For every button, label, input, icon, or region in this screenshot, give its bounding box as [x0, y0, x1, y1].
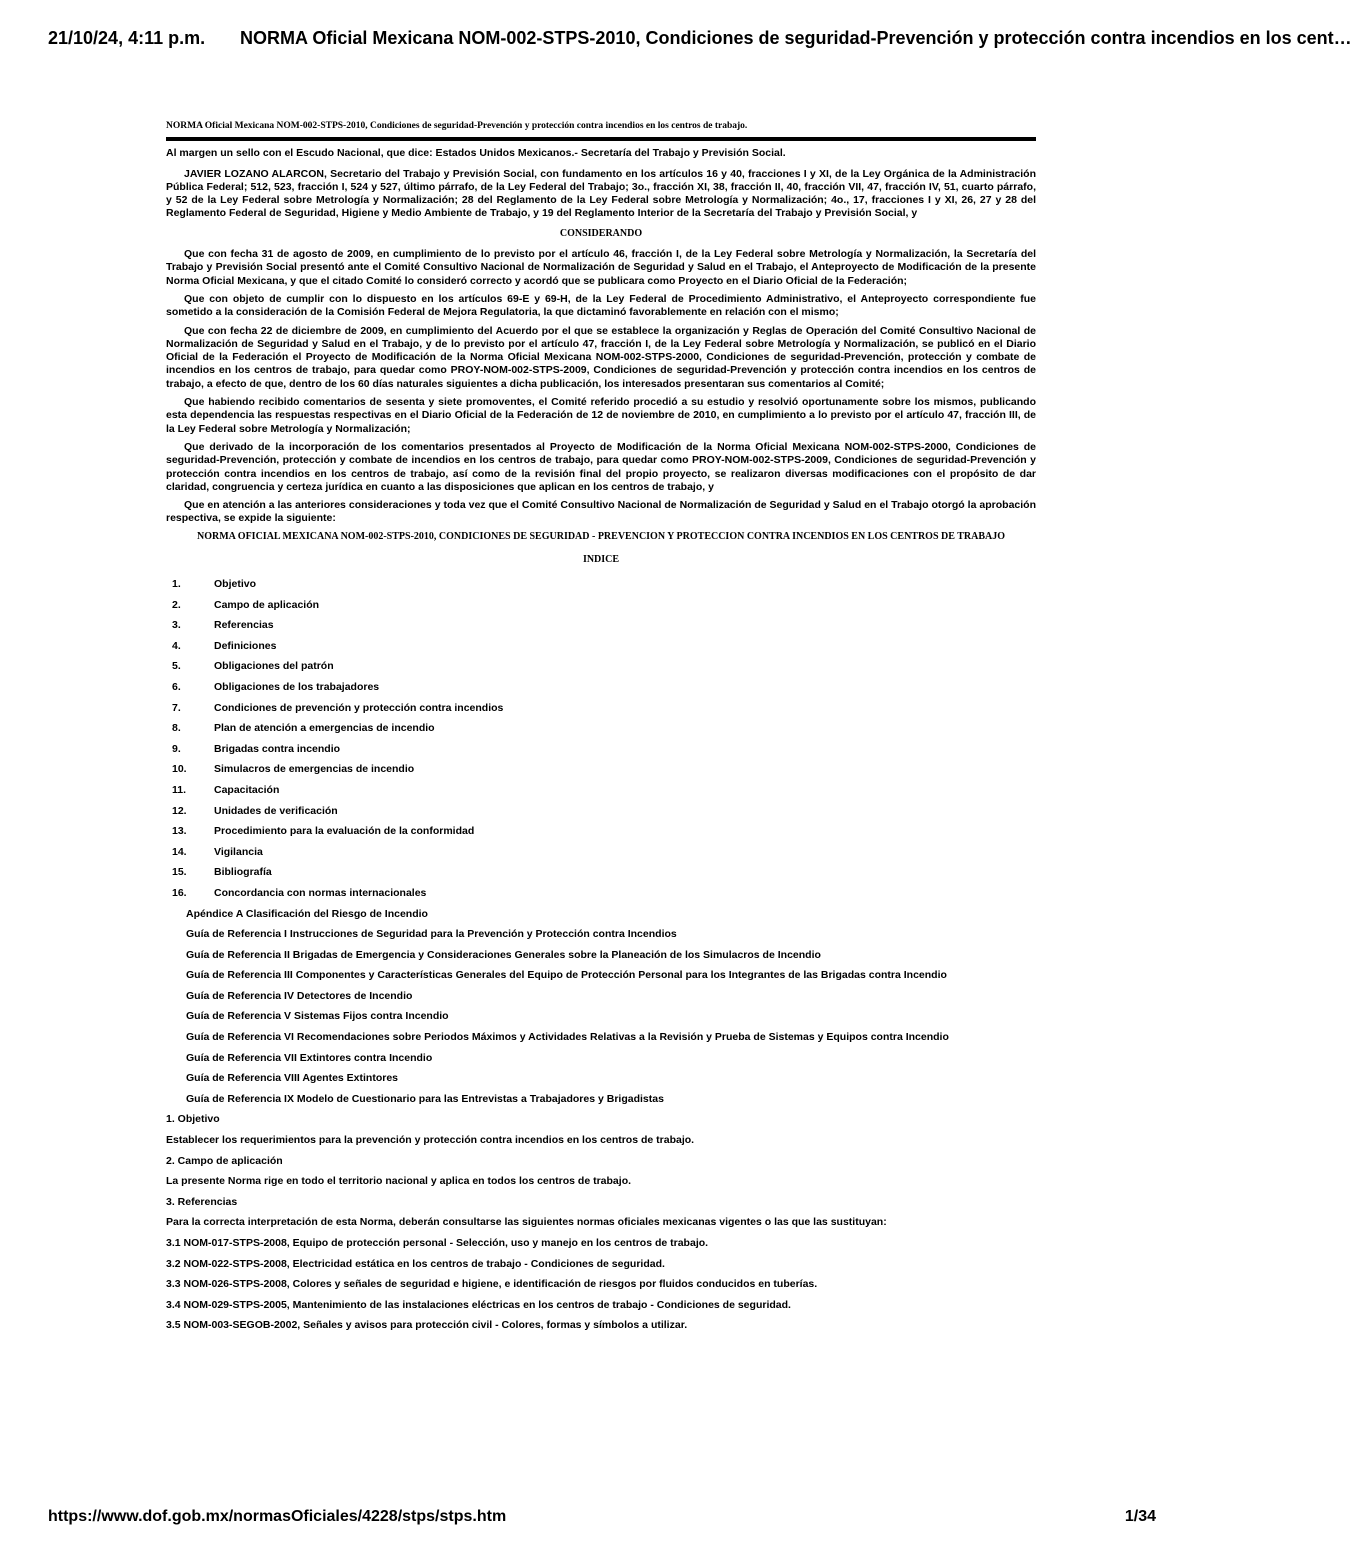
guide-item: Guía de Referencia VIII Agentes Extintores	[186, 1072, 399, 1085]
guide-item: Guía de Referencia V Sistemas Fijos contra Incendio	[186, 1010, 449, 1023]
index-item	[166, 801, 1036, 822]
index-number: 9.	[172, 742, 181, 755]
index-number: 15.	[172, 866, 187, 879]
index-label: Plan de atención a emergencias de incendio	[214, 722, 435, 735]
index-number: 8.	[172, 722, 181, 735]
reference-item: 3.5 NOM-003-SEGOB-2002, Señales y avisos para protección civil - Colores, formas y símbolos a utilizar.	[166, 1319, 688, 1332]
index-number: 16.	[172, 886, 187, 899]
section-heading: 2. Campo de aplicación	[166, 1154, 283, 1167]
index-item	[166, 842, 1036, 863]
print-page-number: 1/34	[1124, 1508, 1156, 1525]
guide-item: Guía de Referencia III Componentes y Características Generales del Equipo de Protección Personal para los Integrantes de las Brigadas contra Incendio	[186, 969, 947, 982]
considerando-heading: CONSIDERANDO	[559, 227, 643, 239]
index-number: 2.	[172, 598, 181, 611]
index-item	[166, 739, 1036, 760]
considerando-paragraph: Que con fecha 22 de diciembre de 2009, en cumplimiento del Acuerdo por el que se establece la organización y Reglas de Operación del Comité Consultivo Nacional de Normalización de Seguridad y Salud en el Trabajo, y de lo previsto por el artículo 47, fracción I, de la Ley Federal sobre Metrología y Normalización, se publicó en el Diario Oficial de la Federación el Proyecto de Modificación de la Norma Oficial Mexicana NOM-002-STPS-2000, Condiciones de seguridad-Prevención, protección y combate de incendios en los centros de trabajo, para quedar como PROY-NOM-002-STPS-2009, Condiciones de seguridad-Prevención y protección contra incendios en los centros de trabajo, a efecto de que, dentro de los 60 días naturales siguientes a dicha publicación, los interesados presentaran sus comentarios al Comité;	[166, 324, 1036, 390]
index-number: 13.	[172, 825, 187, 838]
index-number: 1.	[172, 578, 181, 591]
index-item	[166, 780, 1036, 801]
reference-item: 3.2 NOM-022-STPS-2008, Electricidad estática en los centros de trabajo - Condiciones de seguridad.	[166, 1257, 665, 1270]
index-label: Bibliografía	[214, 866, 272, 879]
preamble-paragraph: JAVIER LOZANO ALARCON, Secretario del Trabajo y Previsión Social, con fundamento en los artículos 16 y 40, fracciones I y XI, de la Ley Orgánica de la Administración Pública Federal; 512, 523, fracción I, 524 y 527, último párrafo, de la Ley Federal del Trabajo; 3o., fracción XI, 38, fracción II, 40, fracción VII, 47, fracción IV, 51, cuarto párrafo, y 52 de la Ley Federal sobre Metrología y Normalización; 28 del Reglamento de la Ley Federal sobre Metrología y Normalización; 4o., 17, fracciones I y XI, 26, 27 y 28 del Reglamento Federal de Seguridad, Higiene y Medio Ambiente de Trabajo, y 19 del Reglamento Interior de la Secretaría del Trabajo y Previsión Social, y	[166, 167, 1036, 220]
index-item	[166, 862, 1036, 883]
index-label: Concordancia con normas internacionales	[214, 886, 427, 899]
reference-item: 3.3 NOM-026-STPS-2008, Colores y señales de seguridad e higiene, e identificación de riesgos por fluidos conducidos en tuberías.	[166, 1278, 818, 1291]
guide-item: Guía de Referencia II Brigadas de Emergencia y Consideraciones Generales sobre la Planeación de los Simulacros de Incendio	[186, 948, 821, 961]
reference-item: 3.1 NOM-017-STPS-2008, Equipo de protección personal - Selección, uso y manejo en los centros de trabajo.	[166, 1237, 709, 1250]
guide-item: Guía de Referencia IV Detectores de Incendio	[186, 989, 413, 1002]
section-heading: 3. Referencias	[166, 1195, 238, 1208]
reference-guides	[166, 904, 1036, 1110]
considerando-paragraph: Que con fecha 31 de agosto de 2009, en cumplimiento de lo previsto por el artículo 46, fracción I, de la Ley Federal sobre Metrología y Normalización, la Secretaría del Trabajo y Previsión Social presentó ante el Comité Consultivo Nacional de Normalización de Seguridad y Salud en el Trabajo, el Anteproyecto de Modificación de la presente Norma Oficial Mexicana, y que el citado Comité lo consideró correcto y acordó que se publicara como Proyecto en el Diario Oficial de la Federación;	[166, 248, 1036, 287]
index-item	[166, 883, 1036, 904]
reference-item: 3.4 NOM-029-STPS-2005, Mantenimiento de las instalaciones eléctricas en los centros de trabajo - Condiciones de seguridad.	[166, 1298, 791, 1311]
index-heading: INDICE	[582, 553, 620, 565]
index-label: Objetivo	[214, 578, 257, 591]
print-url: https://www.dof.gob.mx/normasOficiales/4228/stps/stps.htm	[48, 1508, 507, 1525]
index-item	[166, 718, 1036, 739]
index-item	[166, 677, 1036, 698]
index-item	[166, 821, 1036, 842]
index-number: 3.	[172, 619, 181, 632]
index-list	[166, 574, 1036, 904]
index-label: Procedimiento para la evaluación de la conformidad	[214, 825, 475, 838]
document-title: NORMA Oficial Mexicana NOM-002-STPS-2010, Condiciones de seguridad-Prevención y protección contra incendios en los centros de trabajo.	[166, 120, 1036, 141]
guide-item: Guía de Referencia VII Extintores contra Incendio	[186, 1051, 433, 1064]
index-label: Vigilancia	[214, 845, 263, 858]
index-item	[166, 698, 1036, 719]
index-label: Unidades de verificación	[214, 804, 338, 817]
index-number: 6.	[172, 680, 181, 693]
index-number: 4.	[172, 639, 181, 652]
index-item	[166, 595, 1036, 616]
index-item	[166, 574, 1036, 595]
index-label: Campo de aplicación	[214, 598, 320, 611]
norm-sections	[166, 1109, 1036, 1336]
index-label: Simulacros de emergencias de incendio	[214, 763, 415, 776]
index-item	[166, 656, 1036, 677]
section-text: La presente Norma rige en todo el territorio nacional y aplica en todos los centros de trabajo.	[166, 1175, 632, 1188]
index-label: Brigadas contra incendio	[214, 742, 341, 755]
index-number: 11.	[172, 783, 187, 796]
document-body	[166, 120, 1036, 1336]
guide-item: Guía de Referencia VI Recomendaciones sobre Periodos Máximos y Actividades Relativas a la Revisión y Prueba de Sistemas y Equipos contra Incendio	[186, 1031, 949, 1044]
considerando-paragraph: Que con objeto de cumplir con lo dispuesto en los artículos 69-E y 69-H, de la Ley Federal de Procedimiento Administrativo, el Anteproyecto correspondiente fue sometido a la consideración de la Comisión Federal de Mejora Regulatoria, la que dictaminó favorablemente en relación con el mismo;	[166, 292, 1036, 319]
index-label: Definiciones	[214, 639, 277, 652]
index-number: 12.	[172, 804, 187, 817]
considerando-paragraph: Que en atención a las anteriores consideraciones y toda vez que el Comité Consultivo Nacional de Normalización de Seguridad y Salud en el Trabajo otorgó la aprobación respectiva, se expide la siguiente:	[166, 499, 1036, 525]
index-item	[166, 759, 1036, 780]
guide-item: Guía de Referencia I Instrucciones de Seguridad para la Prevención y Protección contra Incendios	[186, 928, 677, 941]
index-label: Obligaciones de los trabajadores	[214, 680, 380, 693]
index-number: 14.	[172, 845, 187, 858]
print-page-title: NORMA Oficial Mexicana NOM-002-STPS-2010, Condiciones de seguridad-Prevención y protección contra incendios en los cent…	[240, 28, 1352, 48]
index-label: Capacitación	[214, 783, 280, 796]
section-heading: 1. Objetivo	[166, 1113, 220, 1126]
section-text: Para la correcta interpretación de esta Norma, deberán consultarse las siguientes normas oficiales mexicanas vigentes o las que las sustituyan:	[166, 1216, 887, 1229]
guide-item: Apéndice A Clasificación del Riesgo de Incendio	[186, 907, 428, 920]
index-label: Obligaciones del patrón	[214, 660, 334, 673]
print-timestamp: 21/10/24, 4:11 p.m.	[48, 28, 206, 48]
index-label: Referencias	[214, 619, 274, 632]
index-number: 5.	[172, 660, 181, 673]
index-number: 10.	[172, 763, 187, 776]
norm-heading: NORMA OFICIAL MEXICANA NOM-002-STPS-2010, CONDICIONES DE SEGURIDAD - PREVENCION Y PROTECCION CONTRA INCENDIOS EN LOS CENTROS DE TRABAJO	[196, 530, 1006, 542]
index-item	[166, 615, 1036, 636]
guide-item: Guía de Referencia IX Modelo de Cuestionario para las Entrevistas a Trabajadores y Brigadistas	[186, 1092, 664, 1105]
index-item	[166, 636, 1036, 657]
seal-paragraph: Al margen un sello con el Escudo Nacional, que dice: Estados Unidos Mexicanos.- Secretaría del Trabajo y Previsión Social.	[166, 147, 786, 160]
index-number: 7.	[172, 701, 181, 714]
section-text: Establecer los requerimientos para la prevención y protección contra incendios en los centros de trabajo.	[166, 1134, 695, 1147]
index-label: Condiciones de prevención y protección contra incendios	[214, 701, 504, 714]
considerando-paragraph: Que derivado de la incorporación de los comentarios presentados al Proyecto de Modificación de la Norma Oficial Mexicana NOM-002-STPS-2000, Condiciones de seguridad-Prevención, protección y combate de incendios en los centros de trabajo, para quedar como PROY-NOM-002-STPS-2009, Condiciones de seguridad-Prevención y protección contra incendios en los centros de trabajo, así como de la revisión final del propio proyecto, se realizaron diversas modificaciones con el propósito de dar claridad, congruencia y certeza jurídica en cuanto a las disposiciones que aplican en los centros de trabajo, y	[166, 440, 1036, 493]
considerando-paragraph: Que habiendo recibido comentarios de sesenta y siete promoventes, el Comité referido procedió a su estudio y resolvió oportunamente sobre los mismos, publicando esta dependencia las respuestas respectivas en el Diario Oficial de la Federación de 12 de noviembre de 2010, en cumplimiento a lo previsto por el artículo 47, fracción III, de la Ley Federal sobre Metrología y Normalización;	[166, 396, 1036, 435]
